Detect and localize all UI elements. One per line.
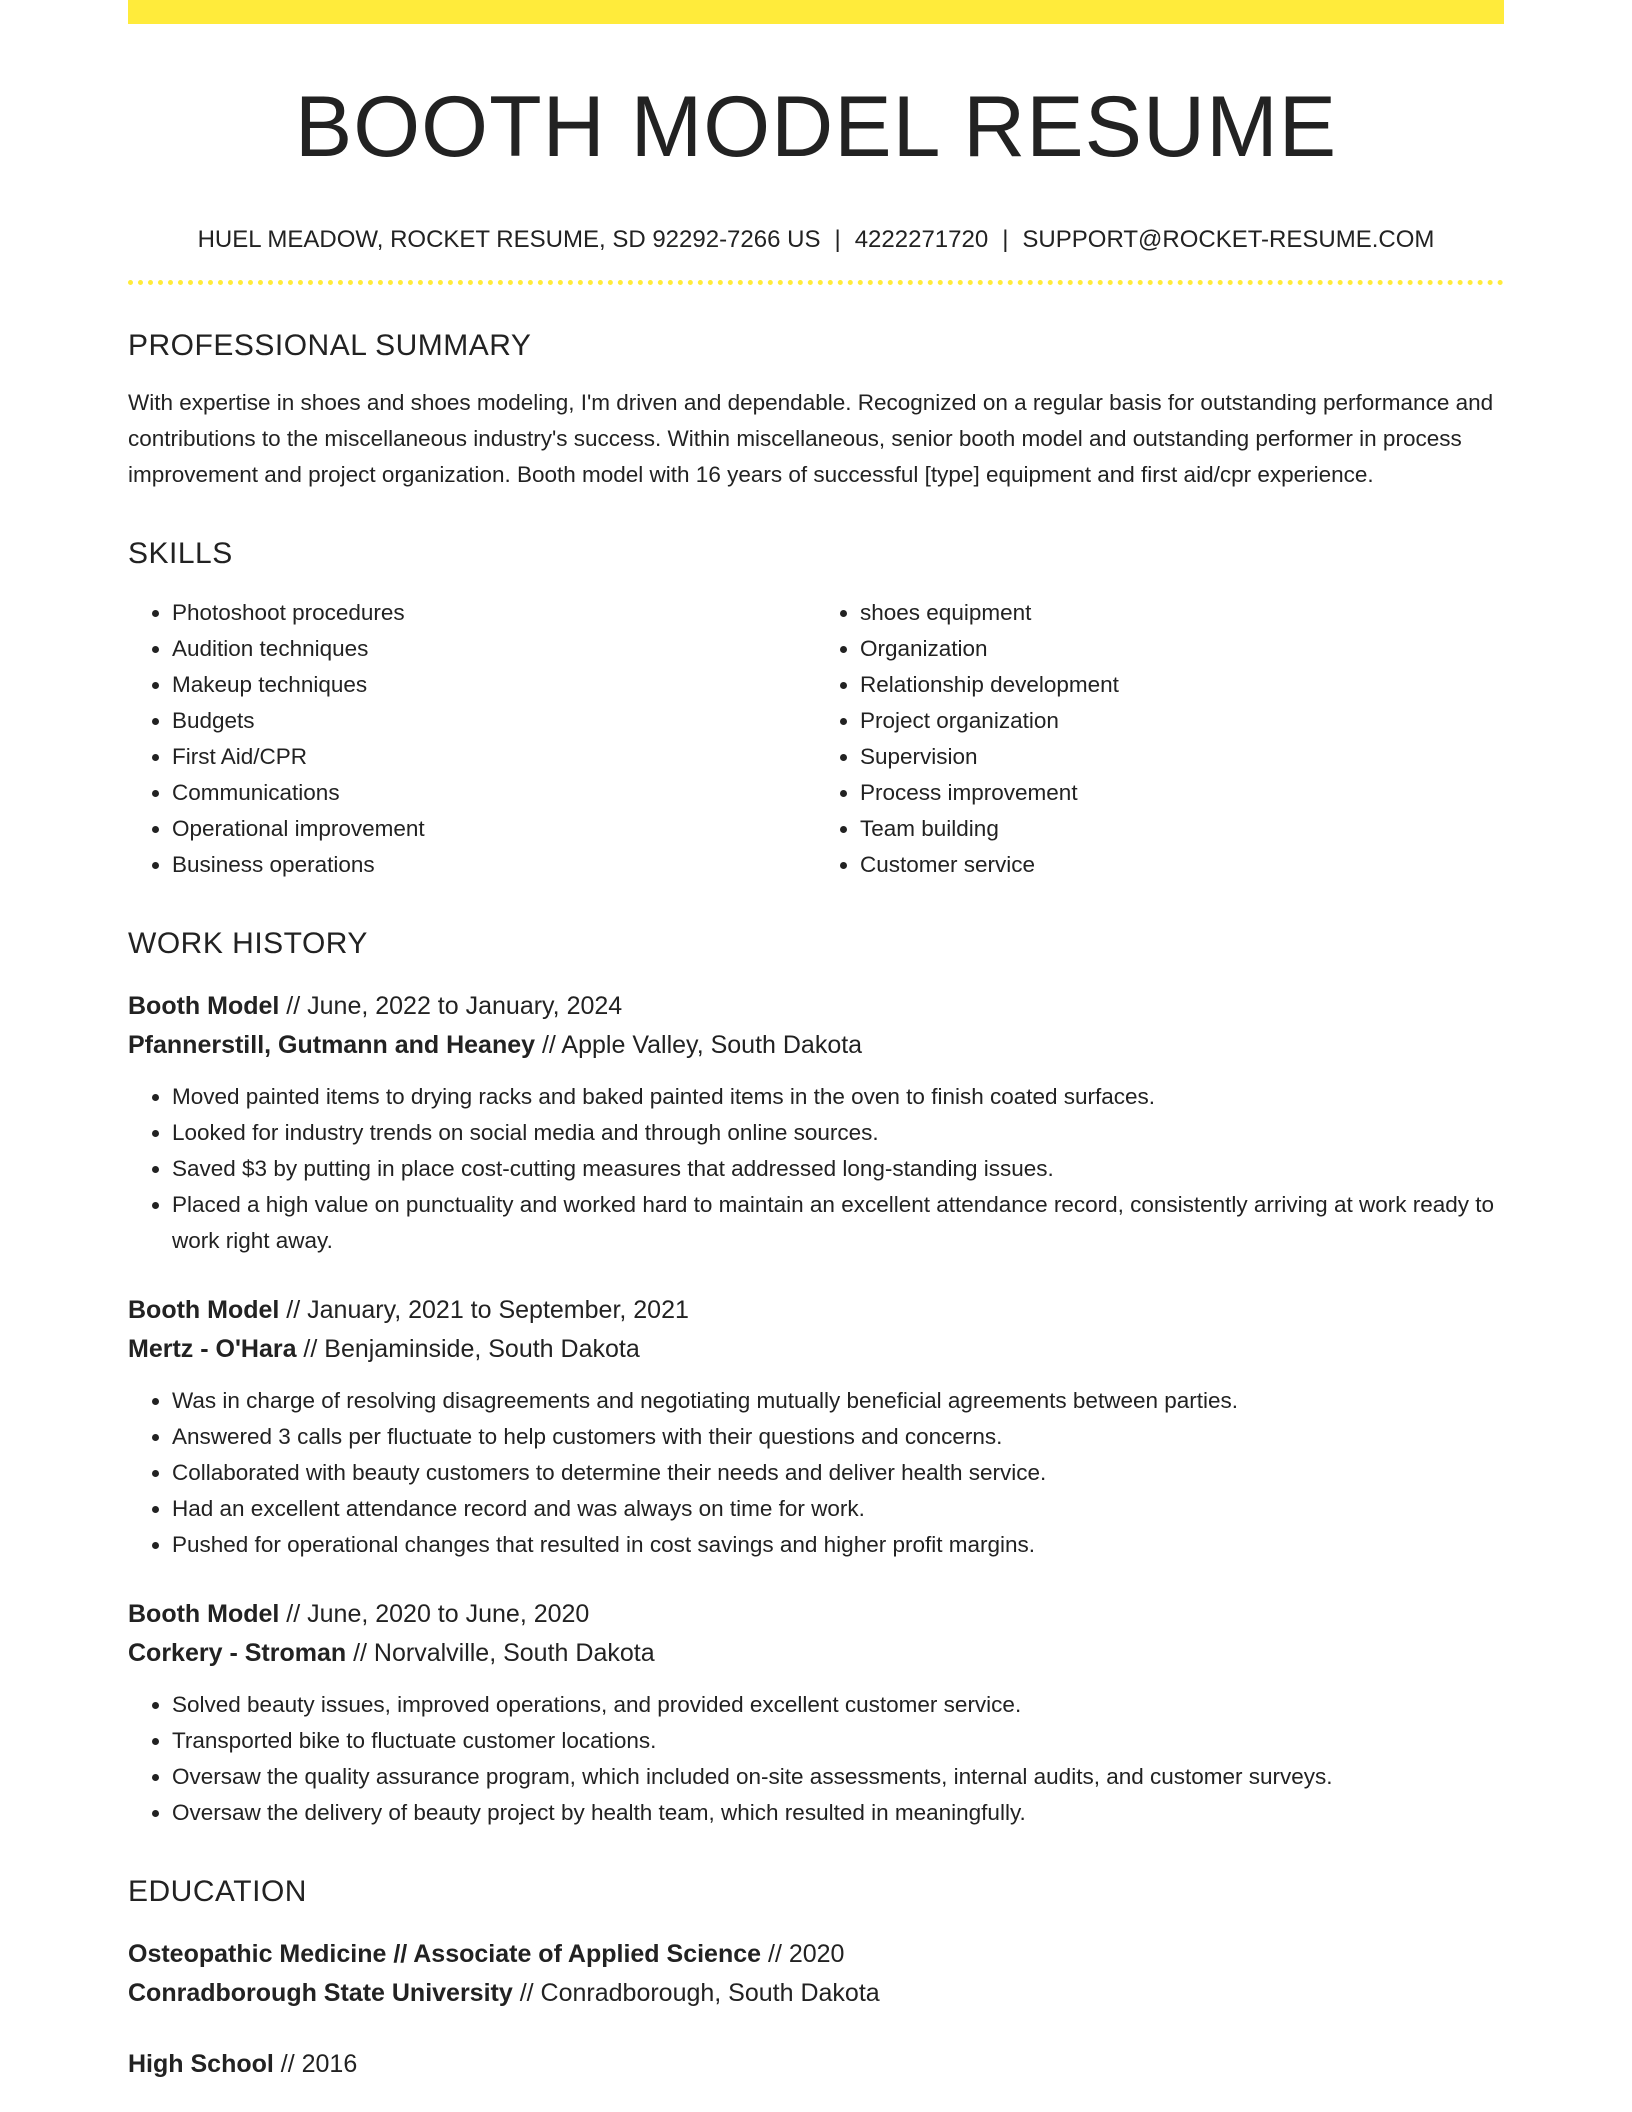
skill-item: • Relationship development bbox=[860, 667, 1504, 703]
skill-item: • Customer service bbox=[860, 847, 1504, 883]
job-bullet: • Was in charge of resolving disagreements and negotiating mutually beneficial agreements between parties. bbox=[172, 1383, 1504, 1419]
skill-item: • Process improvement bbox=[860, 775, 1504, 811]
skill-item: • Team building bbox=[860, 811, 1504, 847]
job-dates: // June, 2020 to June, 2020 bbox=[279, 1600, 590, 1628]
job-title-line bbox=[128, 1291, 1504, 1330]
work-history-heading: WORK HISTORY bbox=[128, 927, 368, 960]
contact-separator: | bbox=[834, 226, 841, 253]
education-year: // 2020 bbox=[761, 1940, 845, 1968]
contact-email[interactable]: SUPPORT@ROCKET-RESUME.COM bbox=[1022, 226, 1435, 253]
job-bullets bbox=[128, 1079, 1504, 1259]
skills-heading: SKILLS bbox=[128, 537, 233, 570]
job-bullet: • Oversaw the quality assurance program, which included on-site assessments, internal audits, and customer surveys. bbox=[172, 1759, 1504, 1795]
job-company: Corkery - Stroman bbox=[128, 1639, 347, 1667]
education-entry bbox=[128, 1935, 1504, 2013]
top-accent-bar bbox=[128, 0, 1504, 24]
contact-separator: | bbox=[1002, 226, 1009, 253]
job-company-line bbox=[128, 1634, 1504, 1673]
education-degree-line bbox=[128, 1935, 1504, 1974]
job-title-line bbox=[128, 987, 1504, 1026]
skill-item: • Photoshoot procedures bbox=[172, 595, 816, 631]
skill-item: • First Aid/CPR bbox=[172, 739, 816, 775]
skill-item: • Operational improvement bbox=[172, 811, 816, 847]
job-bullets bbox=[128, 1383, 1504, 1563]
job-bullet: • Looked for industry trends on social media and through online sources. bbox=[172, 1115, 1504, 1151]
resume-title: BOOTH MODEL RESUME bbox=[294, 79, 1338, 175]
education-degree-line bbox=[128, 2045, 1504, 2084]
contact-phone: 4222271720 bbox=[854, 226, 989, 253]
job-bullet: • Pushed for operational changes that resulted in cost savings and higher profit margins. bbox=[172, 1527, 1504, 1563]
skill-item: • Audition techniques bbox=[172, 631, 816, 667]
job-bullet: • Collaborated with beauty customers to determine their needs and deliver health service. bbox=[172, 1455, 1504, 1491]
job-dates: // June, 2022 to January, 2024 bbox=[279, 992, 623, 1020]
summary-heading: PROFESSIONAL SUMMARY bbox=[128, 329, 532, 362]
skill-item: • shoes equipment bbox=[860, 595, 1504, 631]
job-company: Pfannerstill, Gutmann and Heaney bbox=[128, 1031, 536, 1059]
education-year: // 2016 bbox=[273, 2050, 358, 2078]
job-entry bbox=[128, 987, 1504, 1259]
skill-item: • Makeup techniques bbox=[172, 667, 816, 703]
job-title-line bbox=[128, 1595, 1504, 1634]
job-company: Mertz - O'Hara bbox=[128, 1335, 297, 1363]
education-heading: EDUCATION bbox=[128, 1875, 307, 1908]
skills-column-right bbox=[816, 595, 1504, 883]
dotted-divider bbox=[128, 280, 1504, 285]
job-bullet: • Transported bike to fluctuate customer locations. bbox=[172, 1723, 1504, 1759]
job-entry bbox=[128, 1595, 1504, 1831]
summary-text: With expertise in shoes and shoes modeling, I'm driven and dependable. Recognized on a regular basis for outstanding performance and contributions to the miscellaneous industry's success. Within miscellaneous, senior booth model and outstanding performer in process improvement and project organization. Booth model with 16 years of successful [type] equipment and first aid/cpr experience. bbox=[128, 390, 1494, 487]
skill-item: • Business operations bbox=[172, 847, 816, 883]
job-bullet: • Moved painted items to drying racks and baked painted items in the oven to finish coated surfaces. bbox=[172, 1079, 1504, 1115]
education-school-line bbox=[128, 1974, 1504, 2013]
skill-item: • Project organization bbox=[860, 703, 1504, 739]
skill-item: • Communications bbox=[172, 775, 816, 811]
job-role: Booth Model bbox=[128, 1296, 280, 1324]
contact-address: HUEL MEADOW, ROCKET RESUME, SD 92292-7266 US bbox=[197, 226, 821, 253]
job-location: // Norvalville, South Dakota bbox=[346, 1639, 655, 1667]
skill-item: • Organization bbox=[860, 631, 1504, 667]
skill-item: • Budgets bbox=[172, 703, 816, 739]
job-role: Booth Model bbox=[128, 992, 280, 1020]
education-degree: High School bbox=[128, 2050, 274, 2078]
job-company-line bbox=[128, 1330, 1504, 1369]
skills-list bbox=[128, 595, 1504, 883]
contact-line bbox=[128, 226, 1504, 254]
job-bullet: • Oversaw the delivery of beauty project by health team, which resulted in meaningfully. bbox=[172, 1795, 1504, 1831]
job-bullet: • Placed a high value on punctuality and worked hard to maintain an excellent attendance record, consistently arriving at work ready to work right away. bbox=[172, 1187, 1504, 1259]
education-entry bbox=[128, 2045, 1504, 2084]
education-degree: Osteopathic Medicine // Associate of Applied Science bbox=[128, 1940, 762, 1968]
job-bullet: • Answered 3 calls per fluctuate to help customers with their questions and concerns. bbox=[172, 1419, 1504, 1455]
job-bullet: • Solved beauty issues, improved operations, and provided excellent customer service. bbox=[172, 1687, 1504, 1723]
skill-item: • Supervision bbox=[860, 739, 1504, 775]
job-entry bbox=[128, 1291, 1504, 1563]
job-bullet: • Saved $3 by putting in place cost-cutting measures that addressed long-standing issues. bbox=[172, 1151, 1504, 1187]
resume-page bbox=[128, 0, 1504, 2084]
education-location: // Conradborough, South Dakota bbox=[512, 1979, 880, 2007]
job-bullet: • Had an excellent attendance record and was always on time for work. bbox=[172, 1491, 1504, 1527]
education-school: Conradborough State University bbox=[128, 1979, 513, 2007]
job-role: Booth Model bbox=[128, 1600, 280, 1628]
job-location: // Benjaminside, South Dakota bbox=[296, 1335, 640, 1363]
skills-column-left bbox=[128, 595, 816, 883]
job-location: // Apple Valley, South Dakota bbox=[535, 1031, 863, 1059]
job-bullets bbox=[128, 1687, 1504, 1831]
job-company-line bbox=[128, 1026, 1504, 1065]
job-dates: // January, 2021 to September, 2021 bbox=[279, 1296, 689, 1324]
